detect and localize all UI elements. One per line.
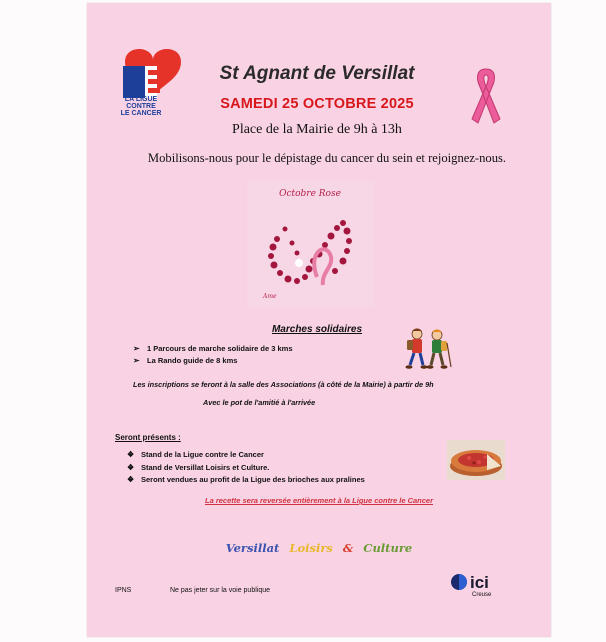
ipns-label: IPNS [115,587,132,594]
list-item: ➢ La Rando guide de 8 kms [133,356,238,365]
inscriptions-text: Les inscriptions se feront à la salle des Associations (à côté de la Mairie) à partir de 9h [133,380,434,389]
diamond-bullet-icon: ❖ [127,450,135,459]
ici-creuse-logo [450,571,498,593]
hikers-illustration [399,323,455,373]
flyer-page [87,3,551,637]
list-item: ❖ Stand de Versillat Loisirs et Culture. [127,462,365,475]
recette-notice: La recette sera reversée entièrement à la Ligue contre le Cancer [204,496,434,505]
diamond-bullet-icon: ❖ [127,462,135,472]
poster-caption: Ame [263,293,277,300]
list-item: ❖ Stand de la Ligue contre le Cancer [127,449,365,462]
list-item: ❖ Seront vendues au profit de la Ligue des brioches aux pralines [127,474,365,487]
event-place: Place de la Mairie de 9h à 13h [232,122,402,137]
pot-amitie-text: Avec le pot de l'amitié à l'arrivée [203,398,316,407]
ligue-logo-text: LA LIGUE CONTRE LE CANCER [120,96,162,117]
marches-list [133,343,293,367]
brioche-photo [447,440,505,480]
vlc-word-culture: Culture [363,541,413,555]
litter-notice: Ne pas jeter sur la voie publique [170,587,271,594]
floral-heart-illustration [247,181,373,307]
ici-creuse-label: Creuse [472,592,492,598]
diamond-bullet-icon: ❖ [127,475,135,484]
ici-logo-text: ici [470,573,489,592]
pink-ribbon-icon [468,65,504,129]
seront-presents-title: Seront présents : [115,433,181,442]
arrow-bullet-icon: ➢ [133,356,140,365]
marches-title: Marches solidaires [271,324,363,335]
poster-title: Octobre Rose [279,189,341,199]
vlc-word-loisirs: Loisirs [289,541,333,555]
list-item: ➢ 1 Parcours de marche solidaire de 3 kms [133,344,293,353]
vlc-word-versillat: Versillat [225,541,280,555]
event-date: SAMEDI 25 OCTOBRE 2025 [220,96,414,112]
vlc-ampersand: & [342,541,354,555]
presents-list [127,449,365,487]
event-title: St Agnant de Versillat [219,63,415,84]
tagline: Mobilisons-nous pour le dépistage du cancer du sein et rejoignez-nous. [147,151,507,165]
arrow-bullet-icon: ➢ [133,344,140,353]
versillat-loisirs-culture [187,541,451,555]
octobre-rose-poster [247,181,373,307]
